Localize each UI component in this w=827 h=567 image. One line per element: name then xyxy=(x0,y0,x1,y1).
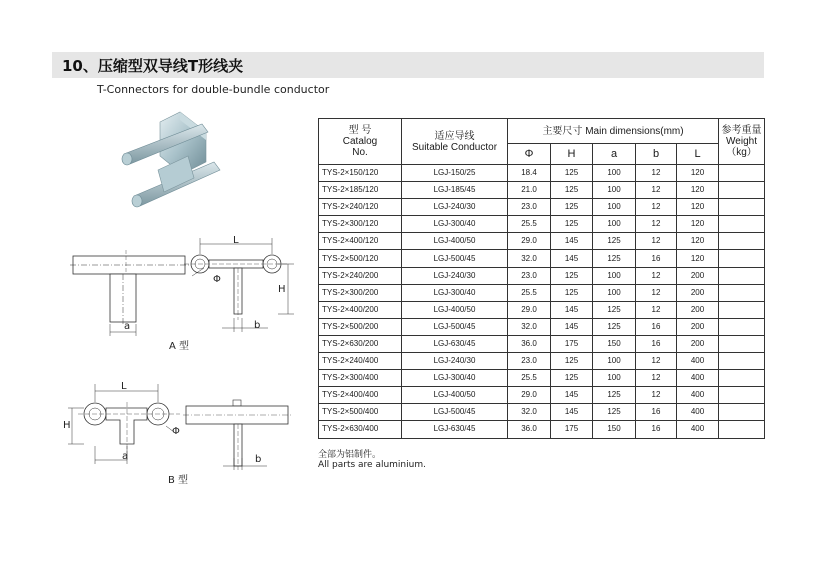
cell-phi: 25.5 xyxy=(508,216,551,233)
dim-a-label-b: a xyxy=(122,451,129,462)
dim-b-label-a: b xyxy=(254,320,261,331)
cell-catalog: TYS-2×300/200 xyxy=(319,284,402,301)
cell-a: 100 xyxy=(593,216,636,233)
cell-conductor: LGJ-150/25 xyxy=(402,165,508,182)
table-row xyxy=(319,318,765,335)
cell-conductor: LGJ-300/40 xyxy=(402,284,508,301)
cell-l: 400 xyxy=(677,387,719,404)
cell-a: 100 xyxy=(593,182,636,199)
cell-catalog: TYS-2×500/120 xyxy=(319,250,402,267)
cell-a: 100 xyxy=(593,165,636,182)
table-row xyxy=(319,387,765,404)
cell-conductor: LGJ-400/50 xyxy=(402,233,508,250)
type-b-side-view xyxy=(183,396,293,474)
table-row xyxy=(319,370,765,387)
cell-a: 125 xyxy=(593,404,636,421)
cell-weight xyxy=(719,284,765,301)
cell-weight xyxy=(719,216,765,233)
cell-phi: 29.0 xyxy=(508,387,551,404)
cell-h: 125 xyxy=(551,370,593,387)
cell-conductor: LGJ-240/30 xyxy=(402,267,508,284)
cell-phi: 25.5 xyxy=(508,284,551,301)
cell-conductor: LGJ-400/50 xyxy=(402,387,508,404)
cell-phi: 25.5 xyxy=(508,370,551,387)
cell-l: 200 xyxy=(677,335,719,352)
cell-phi: 29.0 xyxy=(508,233,551,250)
note-en: All parts are aluminium. xyxy=(318,460,426,470)
type-a-label: A 型 xyxy=(169,341,190,352)
cell-h: 145 xyxy=(551,387,593,404)
cell-catalog: TYS-2×400/120 xyxy=(319,233,402,250)
cell-conductor: LGJ-630/45 xyxy=(402,335,508,352)
cell-weight xyxy=(719,199,765,216)
subheader-h: H xyxy=(551,144,593,165)
header-conductor xyxy=(402,119,508,165)
header-catalog xyxy=(319,119,402,165)
cell-catalog: TYS-2×400/200 xyxy=(319,301,402,318)
cell-l: 120 xyxy=(677,165,719,182)
cell-weight xyxy=(719,250,765,267)
cell-b: 12 xyxy=(636,284,677,301)
cell-b: 12 xyxy=(636,216,677,233)
header-weight-unit: （kg） xyxy=(726,147,757,158)
cell-b: 12 xyxy=(636,165,677,182)
cell-catalog: TYS-2×630/400 xyxy=(319,421,402,438)
cell-weight xyxy=(719,301,765,318)
cell-b: 16 xyxy=(636,421,677,438)
cell-weight xyxy=(719,233,765,250)
cell-catalog: TYS-2×240/200 xyxy=(319,267,402,284)
cell-conductor: LGJ-185/45 xyxy=(402,182,508,199)
cell-b: 16 xyxy=(636,250,677,267)
cell-weight xyxy=(719,318,765,335)
dim-H-label-a: H xyxy=(278,284,286,295)
header-conductor-en: Suitable Conductor xyxy=(411,141,498,153)
cell-l: 120 xyxy=(677,199,719,216)
cell-weight xyxy=(719,387,765,404)
product-illustration xyxy=(110,100,230,230)
type-b-label: B 型 xyxy=(168,475,189,486)
cell-a: 100 xyxy=(593,370,636,387)
cell-b: 12 xyxy=(636,353,677,370)
cell-conductor: LGJ-500/45 xyxy=(402,318,508,335)
cell-l: 400 xyxy=(677,353,719,370)
cell-weight xyxy=(719,421,765,438)
cell-catalog: TYS-2×150/120 xyxy=(319,165,402,182)
cell-conductor: LGJ-500/45 xyxy=(402,250,508,267)
section-subtitle: T-Connectors for double-bundle conductor xyxy=(97,83,330,96)
cell-catalog: TYS-2×185/120 xyxy=(319,182,402,199)
cell-conductor: LGJ-240/30 xyxy=(402,353,508,370)
cell-conductor: LGJ-300/40 xyxy=(402,216,508,233)
cell-phi: 32.0 xyxy=(508,404,551,421)
cell-b: 12 xyxy=(636,370,677,387)
header-conductor-cn: 适应导线 xyxy=(434,130,475,142)
table-row xyxy=(319,199,765,216)
dim-L-label-a: L xyxy=(233,235,239,246)
cell-h: 175 xyxy=(551,421,593,438)
cell-l: 120 xyxy=(677,216,719,233)
cell-h: 145 xyxy=(551,301,593,318)
cell-weight xyxy=(719,404,765,421)
header-catalog-cn: 型 号 xyxy=(348,125,372,136)
cell-a: 100 xyxy=(593,267,636,284)
cell-h: 125 xyxy=(551,216,593,233)
cell-h: 145 xyxy=(551,404,593,421)
cell-l: 400 xyxy=(677,421,719,438)
cell-conductor: LGJ-500/45 xyxy=(402,404,508,421)
cell-h: 125 xyxy=(551,284,593,301)
cell-l: 200 xyxy=(677,284,719,301)
cell-a: 125 xyxy=(593,318,636,335)
dim-phi-label-b: Φ xyxy=(172,426,180,437)
cell-b: 16 xyxy=(636,318,677,335)
cell-phi: 18.4 xyxy=(508,165,551,182)
table-header-row xyxy=(319,119,765,144)
table-body xyxy=(319,165,765,439)
subheader-l: L xyxy=(677,144,719,165)
type-a-side-view xyxy=(70,248,195,340)
subheader-a: a xyxy=(593,144,636,165)
table-row xyxy=(319,165,765,182)
cell-conductor: LGJ-400/50 xyxy=(402,301,508,318)
cell-b: 12 xyxy=(636,387,677,404)
table-row xyxy=(319,301,765,318)
cell-phi: 21.0 xyxy=(508,182,551,199)
cell-catalog: TYS-2×630/200 xyxy=(319,335,402,352)
note-cn: 全部为铝制件。 xyxy=(318,450,382,460)
table-row xyxy=(319,250,765,267)
table-row xyxy=(319,404,765,421)
cell-h: 125 xyxy=(551,199,593,216)
cell-catalog: TYS-2×300/120 xyxy=(319,216,402,233)
cell-weight xyxy=(719,182,765,199)
cell-h: 125 xyxy=(551,353,593,370)
cell-weight xyxy=(719,335,765,352)
cell-a: 150 xyxy=(593,421,636,438)
header-dimensions: 主要尺寸 Main dimensions(mm) xyxy=(508,119,719,144)
cell-b: 16 xyxy=(636,335,677,352)
cell-phi: 23.0 xyxy=(508,267,551,284)
cell-l: 400 xyxy=(677,370,719,387)
cell-h: 145 xyxy=(551,318,593,335)
cell-weight xyxy=(719,353,765,370)
cell-phi: 32.0 xyxy=(508,250,551,267)
cell-l: 200 xyxy=(677,318,719,335)
cell-catalog: TYS-2×240/120 xyxy=(319,199,402,216)
cell-conductor: LGJ-300/40 xyxy=(402,370,508,387)
cell-weight xyxy=(719,370,765,387)
header-catalog-en1: Catalog xyxy=(342,136,378,147)
header-weight-cn: 参考重量 xyxy=(721,125,762,136)
cell-h: 175 xyxy=(551,335,593,352)
subheader-phi: Φ xyxy=(508,144,551,165)
section-title-bar xyxy=(52,52,764,78)
cell-b: 12 xyxy=(636,301,677,318)
cell-l: 200 xyxy=(677,301,719,318)
cell-a: 125 xyxy=(593,233,636,250)
cell-catalog: TYS-2×500/400 xyxy=(319,404,402,421)
header-catalog-en2: No. xyxy=(352,147,368,158)
cell-h: 125 xyxy=(551,182,593,199)
cell-a: 100 xyxy=(593,199,636,216)
cell-b: 12 xyxy=(636,233,677,250)
cell-weight xyxy=(719,267,765,284)
cell-b: 16 xyxy=(636,404,677,421)
cell-l: 120 xyxy=(677,250,719,267)
cell-catalog: TYS-2×300/400 xyxy=(319,370,402,387)
cell-catalog: TYS-2×400/400 xyxy=(319,387,402,404)
cell-l: 120 xyxy=(677,233,719,250)
table-row xyxy=(319,182,765,199)
table-row xyxy=(319,421,765,438)
table-row xyxy=(319,216,765,233)
cell-h: 145 xyxy=(551,250,593,267)
cell-a: 125 xyxy=(593,387,636,404)
cell-conductor: LGJ-240/30 xyxy=(402,199,508,216)
cell-h: 125 xyxy=(551,165,593,182)
cell-h: 125 xyxy=(551,267,593,284)
subheader-b: b xyxy=(636,144,677,165)
cell-catalog: TYS-2×240/400 xyxy=(319,353,402,370)
table-row xyxy=(319,353,765,370)
cell-b: 12 xyxy=(636,267,677,284)
cell-a: 125 xyxy=(593,250,636,267)
cell-phi: 32.0 xyxy=(508,318,551,335)
cell-conductor: LGJ-630/45 xyxy=(402,421,508,438)
dim-phi-label-a: Φ xyxy=(213,274,221,285)
cell-weight xyxy=(719,165,765,182)
cell-phi: 36.0 xyxy=(508,421,551,438)
spec-table xyxy=(318,118,765,439)
cell-phi: 29.0 xyxy=(508,301,551,318)
cell-phi: 36.0 xyxy=(508,335,551,352)
cell-phi: 23.0 xyxy=(508,199,551,216)
cell-h: 145 xyxy=(551,233,593,250)
cell-l: 120 xyxy=(677,182,719,199)
table-row xyxy=(319,267,765,284)
cell-a: 150 xyxy=(593,335,636,352)
header-weight xyxy=(719,119,765,165)
cell-l: 400 xyxy=(677,404,719,421)
cell-a: 100 xyxy=(593,353,636,370)
cell-catalog: TYS-2×500/200 xyxy=(319,318,402,335)
table-row xyxy=(319,335,765,352)
cell-a: 100 xyxy=(593,284,636,301)
table-row xyxy=(319,233,765,250)
dim-L-label-b: L xyxy=(121,381,127,392)
dim-a-label-a: a xyxy=(124,321,131,332)
cell-a: 125 xyxy=(593,301,636,318)
cell-b: 12 xyxy=(636,199,677,216)
cell-phi: 23.0 xyxy=(508,353,551,370)
dim-b-label-b: b xyxy=(255,454,262,465)
cell-l: 200 xyxy=(677,267,719,284)
header-weight-en: Weight xyxy=(726,136,757,147)
table-row xyxy=(319,284,765,301)
dim-H-label-b: H xyxy=(63,420,71,431)
section-title: 10、压缩型双导线T形线夹 xyxy=(62,56,244,75)
cell-b: 12 xyxy=(636,182,677,199)
